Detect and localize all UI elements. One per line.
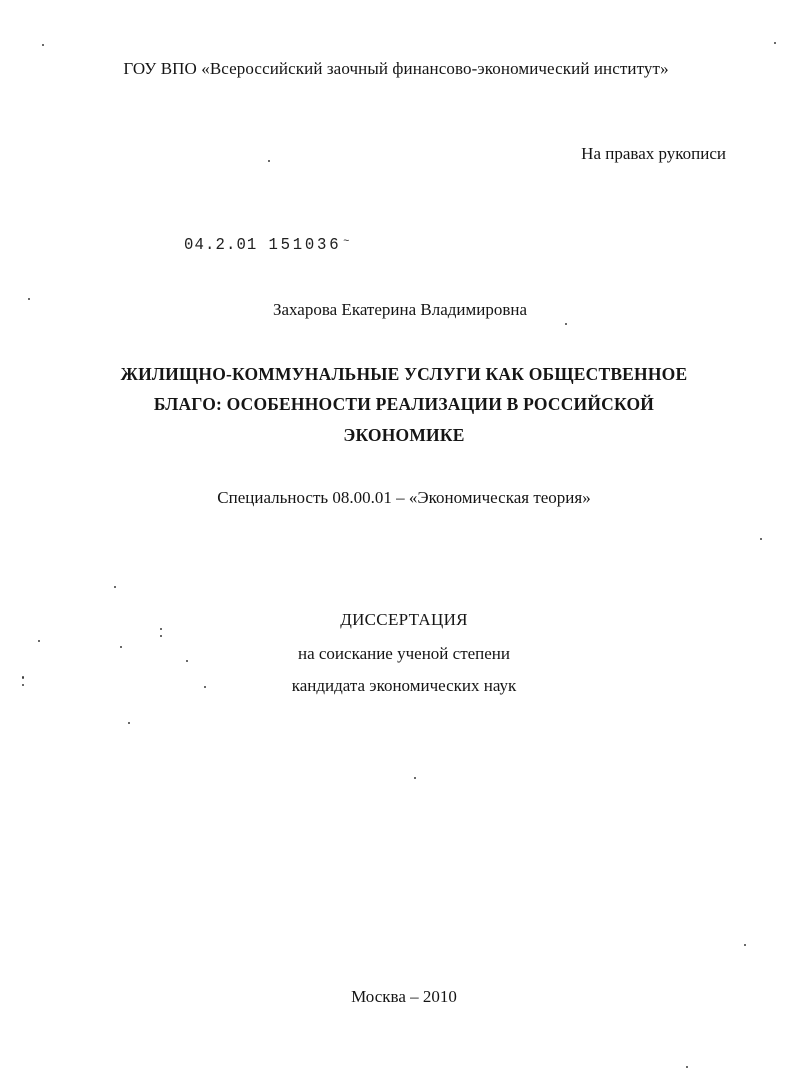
registry-number: 151036 <box>268 236 342 255</box>
title-line-2: БЛАГО: ОСОБЕННОСТИ РЕАЛИЗАЦИИ В РОССИЙСКОЙ <box>153 394 655 414</box>
degree-line-1: на соискание ученой степени <box>297 644 511 663</box>
scan-speck <box>160 628 162 630</box>
scan-speck <box>414 777 416 779</box>
scan-speck <box>42 44 44 46</box>
city-year: Москва – 2010 <box>351 987 457 1006</box>
scan-speck <box>268 160 270 162</box>
institute-name: ГОУ ВПО «Всероссийский заочный финансово-экономический институт» <box>123 59 669 78</box>
specialty: Специальность 08.00.01 – «Экономическая теория» <box>217 488 591 507</box>
scan-speck <box>744 944 746 946</box>
degree-line-2: кандидата экономических наук <box>291 676 517 695</box>
scan-speck <box>38 640 40 642</box>
scan-speck <box>22 676 24 679</box>
scan-speck <box>28 298 30 300</box>
scan-speck <box>22 684 24 686</box>
scan-speck <box>120 646 122 648</box>
registry-prefix: 04.2.01 <box>184 236 258 255</box>
document-type: ДИССЕРТАЦИЯ <box>340 610 468 629</box>
scan-speck <box>686 1066 688 1068</box>
scan-speck <box>186 660 188 662</box>
scan-speck <box>774 42 776 44</box>
scan-speck <box>160 635 162 637</box>
registry-stamp <box>184 236 350 255</box>
title-line-3: ЭКОНОМИКЕ <box>343 425 465 445</box>
scan-speck <box>565 323 567 325</box>
author-name: Захарова Екатерина Владимировна <box>272 300 528 319</box>
scan-speck <box>760 538 762 540</box>
scan-speck <box>114 586 116 588</box>
manuscript-rights-note: На правах рукописи <box>581 144 726 163</box>
scan-speck <box>128 722 130 724</box>
registry-mark: ~ <box>343 236 351 248</box>
scan-speck <box>204 686 206 688</box>
title-line-1: ЖИЛИЩНО-КОММУНАЛЬНЫЕ УСЛУГИ КАК ОБЩЕСТВЕННОЕ <box>120 364 688 384</box>
